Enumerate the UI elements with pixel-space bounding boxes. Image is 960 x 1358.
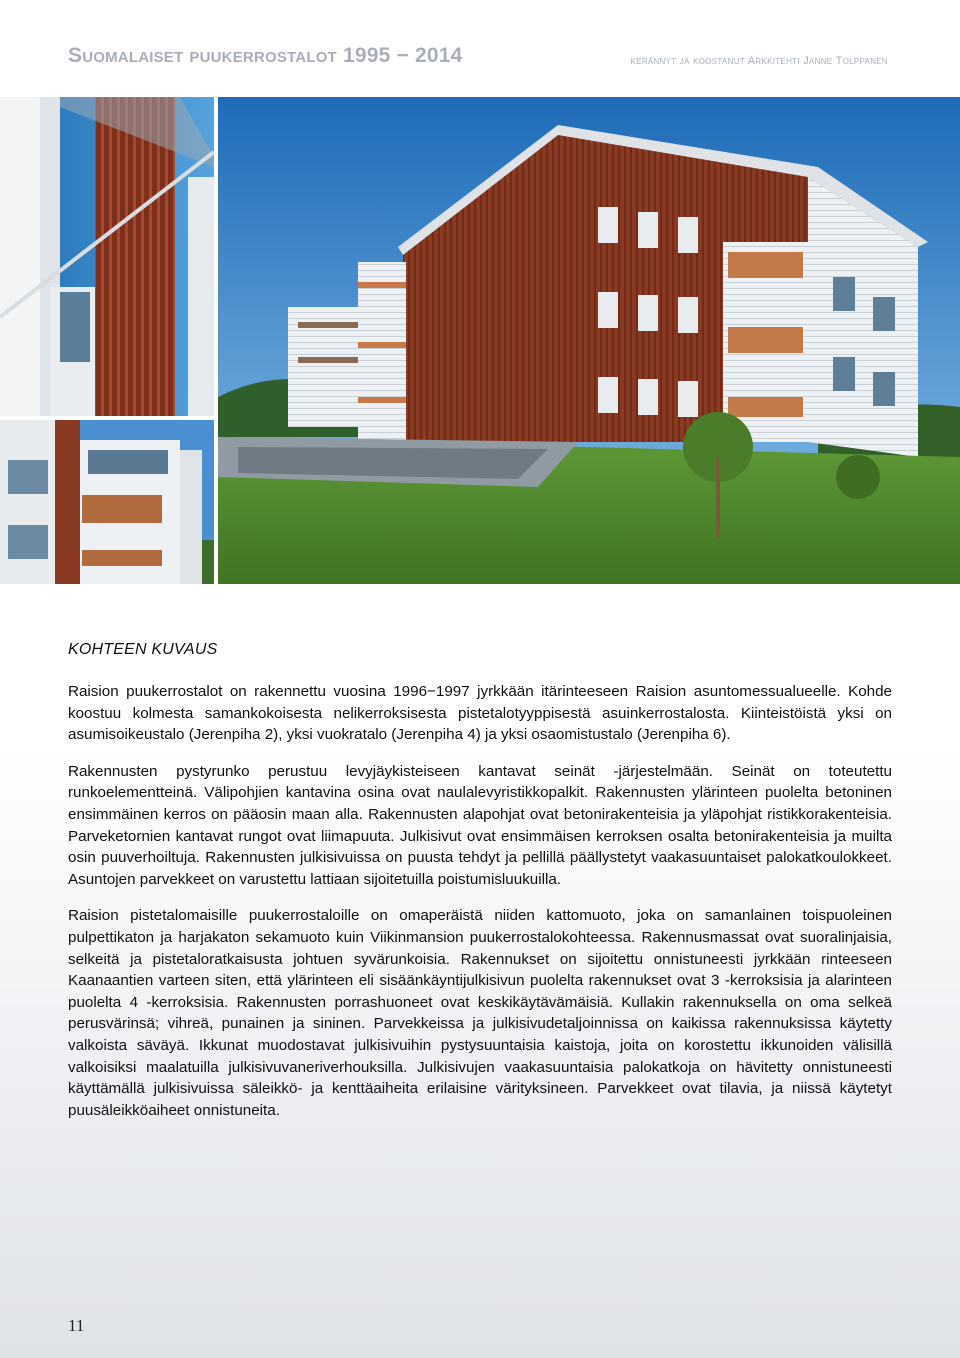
- body-text: [68, 681, 892, 1136]
- section-heading: KOHTEEN KUVAUS: [68, 641, 218, 658]
- facade-detail-photo: [0, 97, 214, 416]
- header-credit: [630, 55, 888, 67]
- header-title-text: Suomalaiset puukerrostalot 1995 − 2014: [68, 44, 463, 67]
- header-title: [68, 44, 463, 68]
- page-number: 11: [68, 1316, 85, 1335]
- paragraph: Raision pistetalomaisille puukerrostaloille on omaperäistä niiden kattomuoto, joka on samanlainen toispuoleinen pulpettikaton ja harjakaton sekamuoto kuin Viikinmansion puukerrostalokohteessa. Rakennusmassat ovat suoralinjaisia, selkeitä ja pistetaloratkaisusta johtuen syvärunkoisia. Rakennukset on sijoitettu onnistuneesti jyrkkään rinteeseen Kaanaantien varteen siten, että ylärinteen eli sisäänkäyntijulkisivun puolelta rakennukset ovat 3 -kerroksisia ja alarinteen puolelta 4 -kerroksisia. Rakennusten porrashuoneet ovat keskikäytävämäisiä. Kullakin rakennuksella on oma selkeä perusvärinsä; vihreä, punainen ja sininen. Parvekkeissa ja julkisivudetaljoinnissa on kaikissa rakennuksissa käytetty valkoista säväyä. Ikkunat muodostavat julkisivuihin pystysuuntaisia kaistoja, joita on korostettu ikkunoiden välisillä valkoisiksi maalatuilla julkisivuvaneriverhouksilla. Julkisivujen vaakasuuntaisia palokatkoja on hävitetty onnistuneesti käyttämällä julkisivuissa säleikkö- ja kenttäaiheita erilaisine värityksineen. Parvekkeet ovat tilavia, ja niissä käytetyt puusäleikköaiheet onnistuneita.: [68, 907, 892, 1119]
- paragraph: Raision puukerrostalot on rakennettu vuosina 1996−1997 jyrkkään itärinteeseen Raision asuntomessualueelle. Kohde koostuu kolmesta samankokoisesta nelikerroksisesta pistetalotyyppisestä asuinkerrostalosta. Kiinteistöistä yksi on asumisoikeustalo (Jerenpiha 2), yksi vuokratalo (Jerenpiha 4) ja yksi osaomistustalo (Jerenpiha 6).: [68, 683, 892, 744]
- header-credit-text: kerännyt ja koostanut Arkkitehti Janne Tolppanen: [630, 55, 888, 67]
- balcony-detail-photo: [0, 420, 214, 584]
- paragraph: Rakennusten pystyrunko perustuu levyjäykisteiseen kantavat seinät -järjestelmään. Seinät on toteutettu runkoelementteinä. Välipohjien kantavina osina ovat naulalevyristikkopalkit. Rakennusten ylärinteen puolelta betoninen ensimmäinen kerros on pääosin maan alla. Rakennusten alapohjat ovat betonirakenteisia ja yläpohjat ristikkorakenteisia. Parveketornien kantavat rungot ovat liimapuuta. Julkisivut ovat ensimmäisen kerroksen osalta betonirakenteisia ja muilta osin puuverhoiltuja. Rakennusten julkisivuissa on puusta tehdyt ja pellillä päällystetyt vaakasuuntaiset palokatkoulokkeet. Asuntojen parvekkeet on varustettu lattiaan sijoitetuilla poistumisluukuilla.: [68, 762, 892, 888]
- building-exterior-photo: [218, 97, 960, 584]
